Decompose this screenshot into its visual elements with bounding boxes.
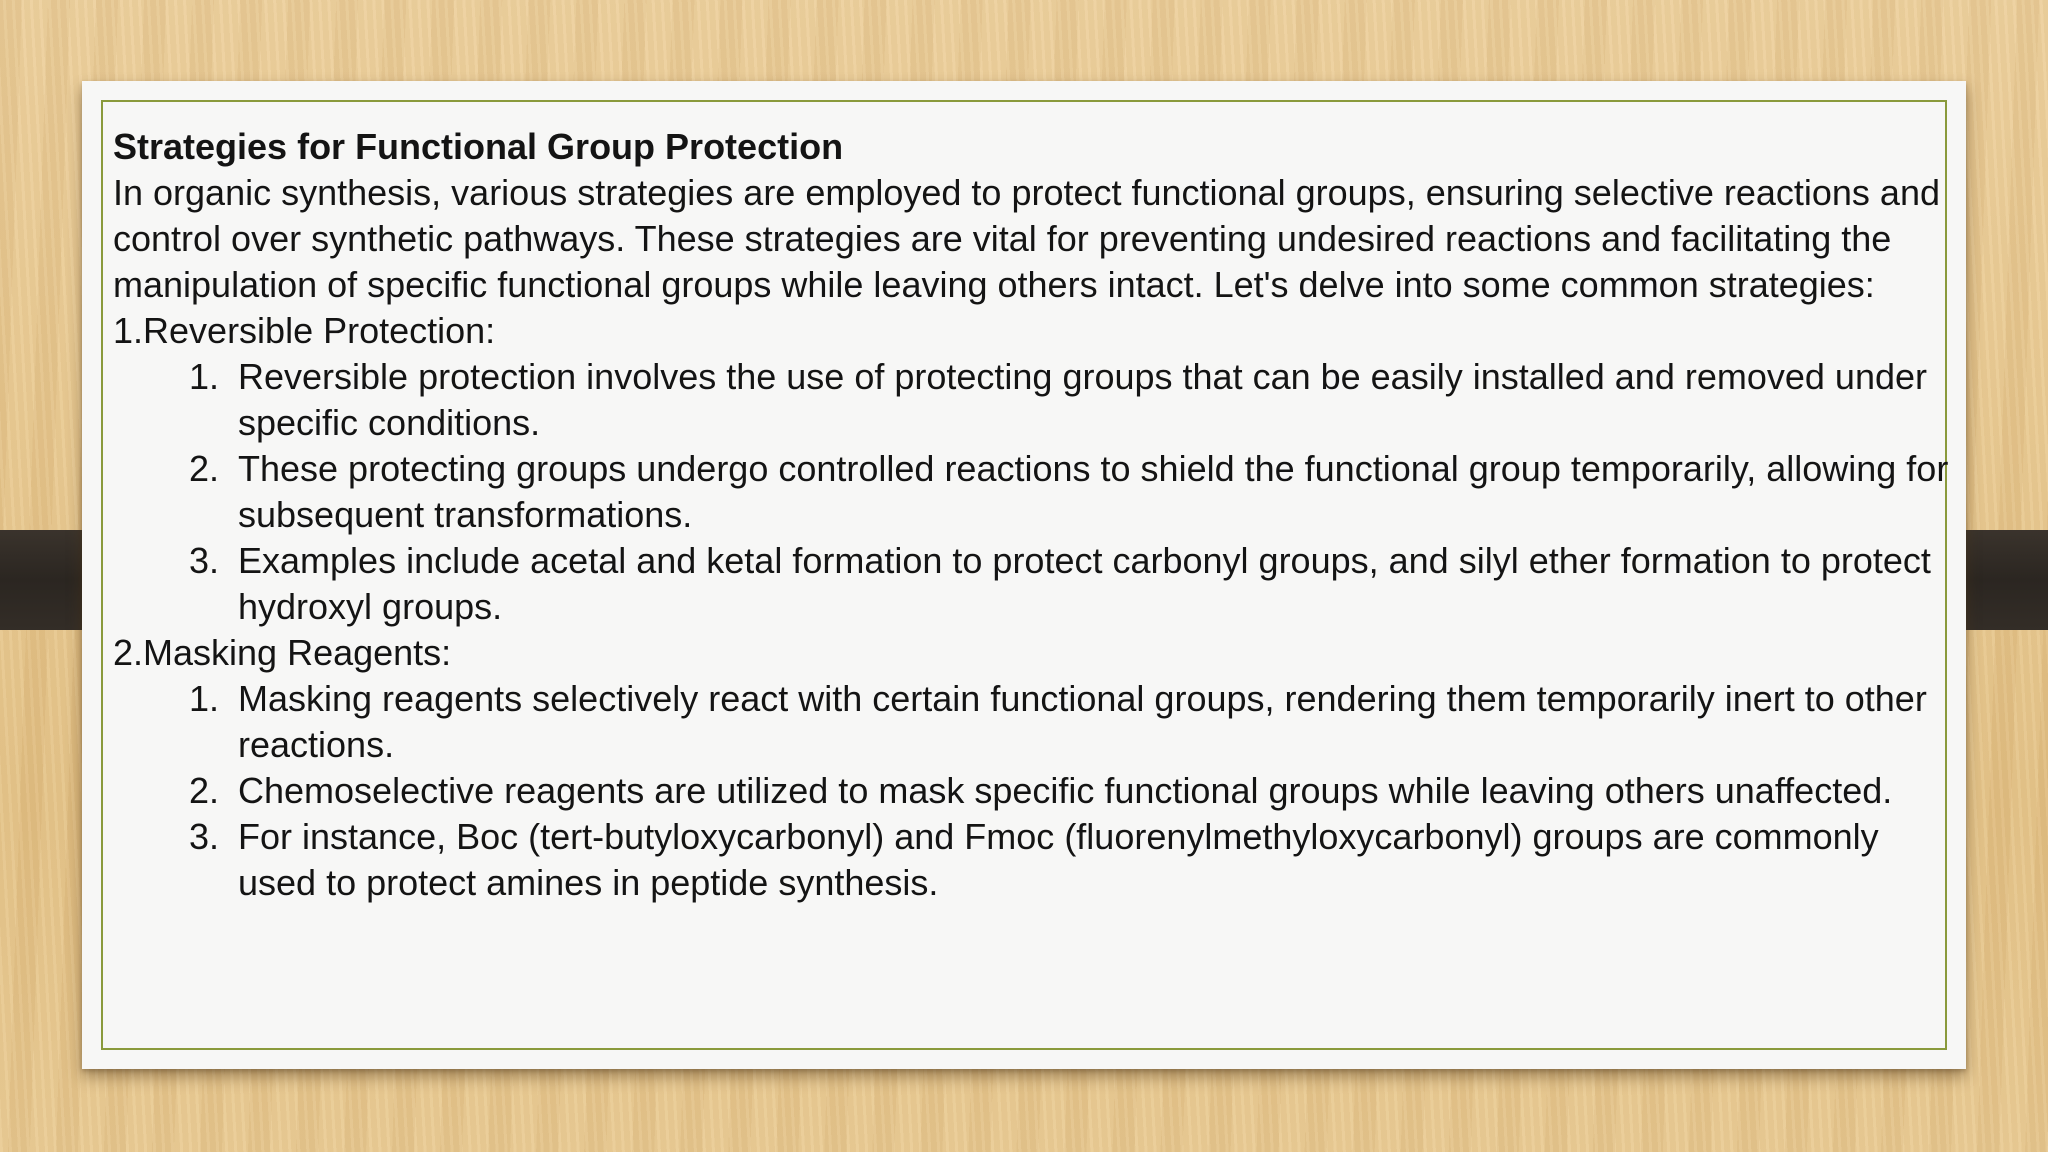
intro-paragraph: In organic synthesis, various strategies are employed to protect functional groups, ensuring selective reactions and control over synthetic pathways. These strategies are vital for preventing undesired reactions and facilitating the manipulation of specific functional groups while leaving others intact. Let's delve into some common strategies: (113, 172, 1940, 305)
list-item-text: Examples include acetal and ketal formation to protect carbonyl groups, and silyl ether formation to protect hydroxyl groups. (238, 540, 1931, 627)
list-item-number: 1. (189, 678, 220, 719)
list-item-text: Reversible protection involves the use of protecting groups that can be easily installed and removed under specific conditions. (238, 356, 1927, 443)
list-item-number: 2. (189, 448, 220, 489)
list-item-text: These protecting groups undergo controlled reactions to shield the functional group temporarily, allowing for subsequent transformations. (238, 448, 1949, 535)
list-item-text: For instance, Boc (tert-butyloxycarbonyl) and Fmoc (fluorenylmethyloxycarbonyl) groups are commonly used to protect amines in peptide synthesis. (238, 816, 1879, 903)
list-item-text: Masking reagents selectively react with certain functional groups, rendering them temporarily inert to other reactions. (238, 678, 1927, 765)
list-item-number: 2. (189, 770, 220, 811)
slide-content (113, 124, 1958, 906)
list-item (113, 814, 1958, 906)
section-list (113, 676, 1958, 906)
list-item-number: 3. (189, 816, 220, 857)
section-list (113, 354, 1958, 630)
list-item (113, 676, 1958, 768)
list-item (113, 538, 1958, 630)
slide-card (82, 81, 1966, 1069)
list-item-number: 1. (189, 356, 220, 397)
list-item (113, 768, 1958, 814)
section-heading: 1.Reversible Protection: (113, 310, 496, 351)
section-reversible-protection (113, 308, 1958, 630)
list-item (113, 354, 1958, 446)
section-masking-reagents (113, 630, 1958, 906)
list-item (113, 446, 1958, 538)
list-item-number: 3. (189, 540, 220, 581)
slide-title: Strategies for Functional Group Protection (113, 126, 844, 167)
list-item-text: Chemoselective reagents are utilized to mask specific functional groups while leaving others unaffected. (238, 770, 1893, 811)
section-heading: 2.Masking Reagents: (113, 632, 452, 673)
